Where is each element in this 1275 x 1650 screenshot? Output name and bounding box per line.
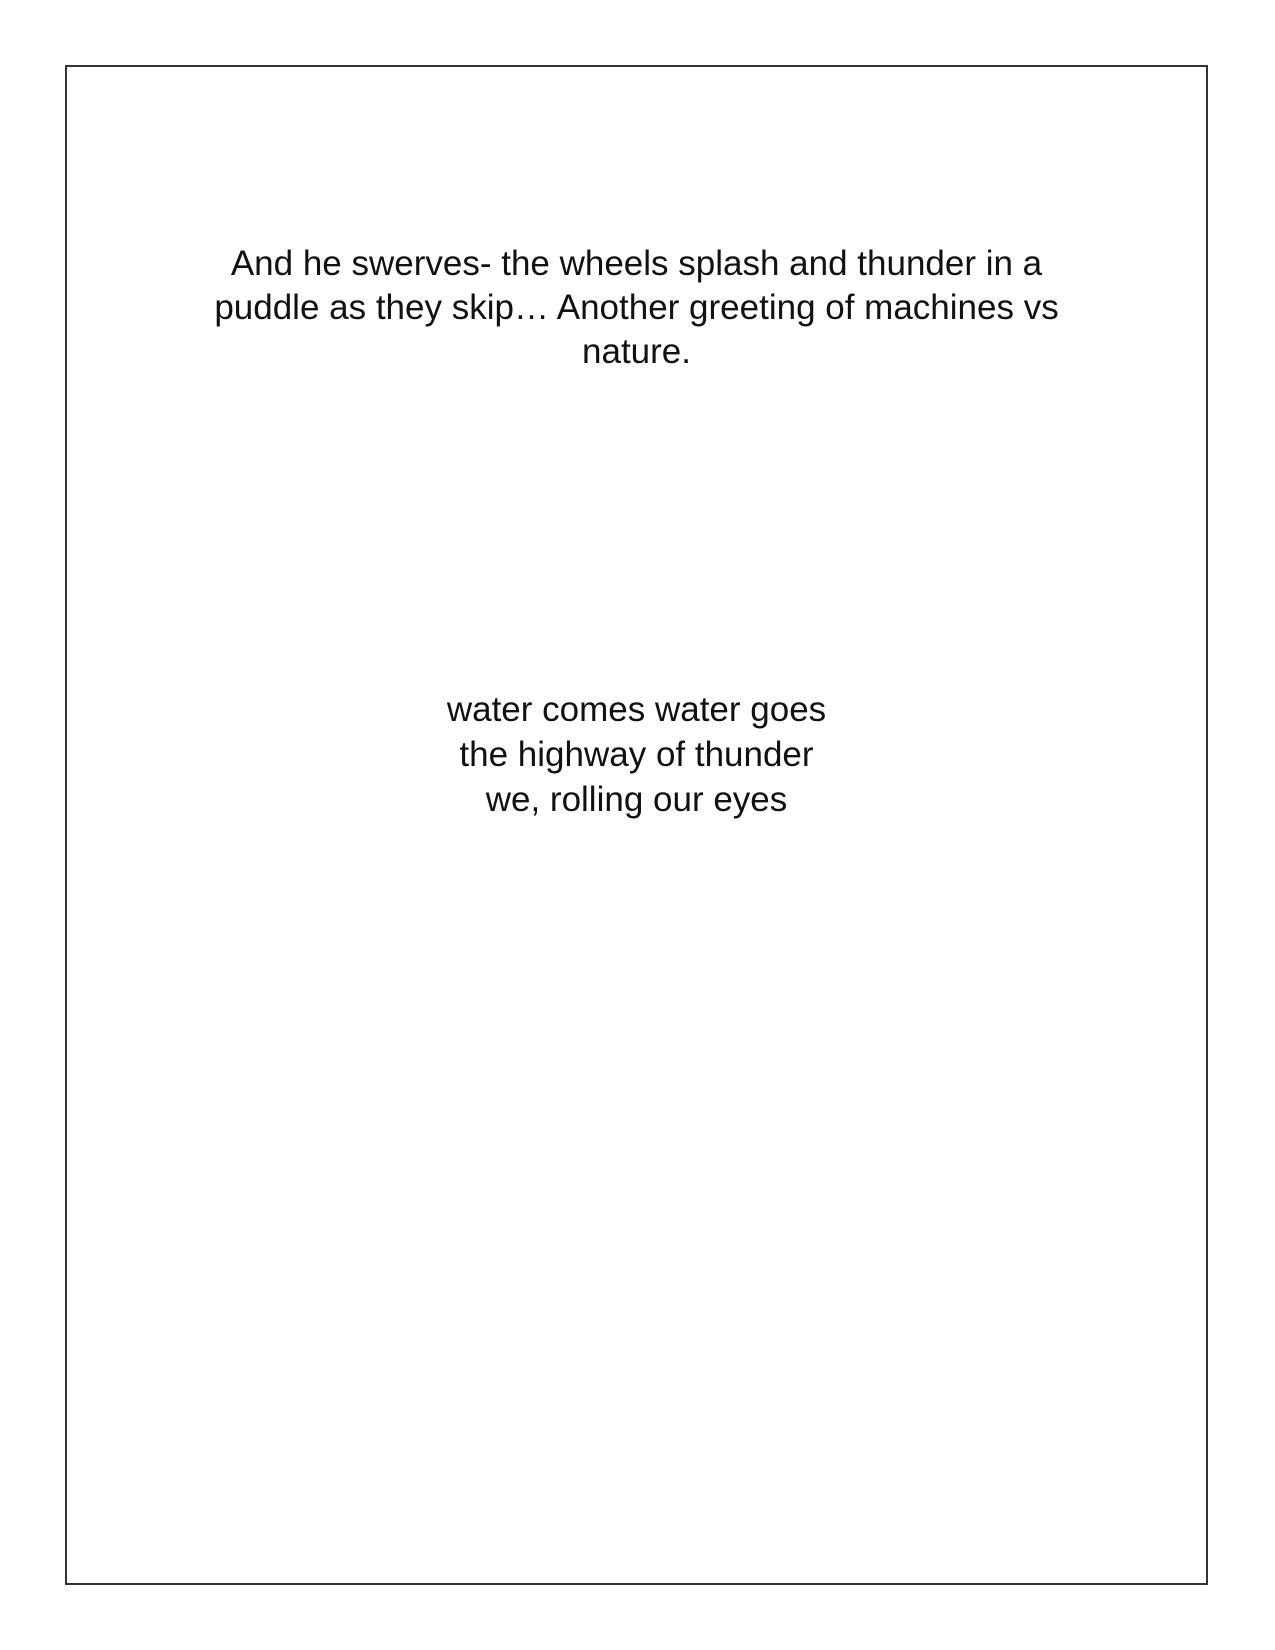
prose-line: nature.: [582, 332, 691, 371]
prose-line: puddle as they skip… Another greeting of machines vs: [214, 288, 1059, 327]
prose-paragraph: [157, 242, 1117, 374]
haiku: [67, 687, 1206, 822]
page-frame: [65, 65, 1208, 1585]
haiku-line: water comes water goes: [446, 690, 827, 729]
prose-line: And he swerves- the wheels splash and thunder in a: [230, 244, 1043, 283]
haiku-line: we, rolling our eyes: [485, 780, 788, 819]
haiku-line: the highway of thunder: [459, 735, 814, 774]
